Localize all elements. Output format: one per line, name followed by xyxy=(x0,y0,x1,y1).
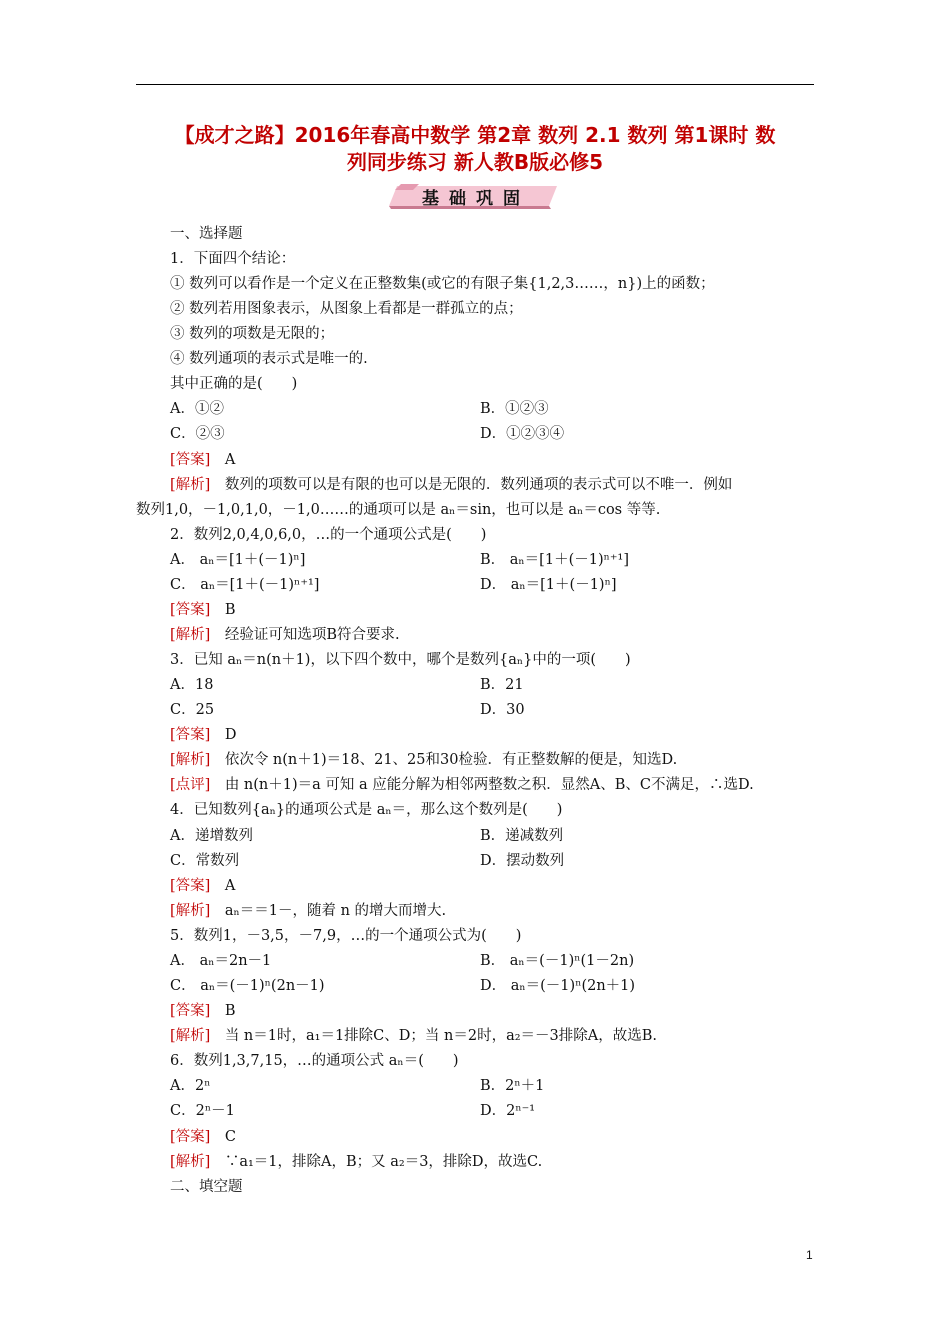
q5-explanation xyxy=(170,1026,657,1046)
note-tag: [点评] xyxy=(170,777,211,793)
q1-option-c: C．②③ xyxy=(170,426,225,442)
q3-answer xyxy=(170,725,236,745)
q1-statement-3: ③ 数列的项数是无限的； xyxy=(170,326,335,342)
q4-explanation xyxy=(170,901,446,921)
q2-option-c: C． aₙ＝[1＋(－1)ⁿ⁺¹] xyxy=(170,577,320,593)
q2-option-d: D． aₙ＝[1＋(－1)ⁿ] xyxy=(480,577,617,593)
explanation-text: 当 n＝1时，a₁＝1排除C、D；当 n＝2时，a₂＝－3排除A，故选B. xyxy=(224,1028,657,1044)
explanation-tag: [解析] xyxy=(170,1154,211,1170)
explanation-tag: [解析] xyxy=(170,477,211,493)
q1-stem: 1．下面四个结论： xyxy=(170,251,296,267)
q1-statement-4: ④ 数列通项的表示式是唯一的. xyxy=(170,351,368,367)
answer-tag: [答案] xyxy=(170,1129,211,1145)
q1-explanation-cont: 数列1,0，－1,0,1,0，－1,0……的通项可以是 aₙ＝sin，也可以是 aₙ＝cos 等等. xyxy=(136,502,661,518)
q5-option-c: C． aₙ＝(－1)ⁿ(2n－1) xyxy=(170,978,325,994)
q6-option-a: A．2ⁿ xyxy=(170,1078,211,1094)
banner-text: 基础巩固 xyxy=(422,189,530,209)
q2-option-a: A． aₙ＝[1＋(－1)ⁿ] xyxy=(170,552,306,568)
q5-answer xyxy=(170,1001,235,1021)
q5-option-d: D． aₙ＝(－1)ⁿ(2n＋1) xyxy=(480,978,636,994)
section-heading-choice: 一、选择题 xyxy=(170,226,243,242)
q3-option-c: C．25 xyxy=(170,702,215,718)
q1-option-b: B．①②③ xyxy=(480,401,549,417)
q1-option-d: D．①②③④ xyxy=(480,426,565,442)
q1-answer xyxy=(170,450,235,470)
q2-answer xyxy=(170,600,235,620)
explanation-text: 数列的项数可以是有限的也可以是无限的．数列通项的表示式可以不唯一．例如 xyxy=(224,477,733,493)
answer-tag: [答案] xyxy=(170,1003,211,1019)
q1-statement-1: ① 数列可以看作是一个定义在正整数集(或它的有限子集{1,2,3……，n})上的函数； xyxy=(170,276,715,292)
answer-tag: [答案] xyxy=(170,878,211,894)
answer-value: B xyxy=(224,1003,236,1019)
explanation-tag: [解析] xyxy=(170,1028,211,1044)
explanation-tag: [解析] xyxy=(170,627,211,643)
answer-value: B xyxy=(224,602,236,618)
q3-option-d: D．30 xyxy=(480,702,525,718)
answer-tag: [答案] xyxy=(170,727,211,743)
explanation-text: 依次令 n(n＋1)＝18、21、25和30检验．有正整数解的便是，知选D. xyxy=(224,752,678,768)
q6-stem: 6．数列1,3,7,15，…的通项公式 aₙ＝( ) xyxy=(170,1053,459,1069)
section-banner xyxy=(387,182,565,210)
answer-value: A xyxy=(224,452,236,468)
q2-explanation xyxy=(170,625,400,645)
answer-value: C xyxy=(224,1129,236,1145)
q4-option-d: D．摆动数列 xyxy=(480,853,565,869)
answer-tag: [答案] xyxy=(170,602,211,618)
q1-statement-2: ② 数列若用图象表示，从图象上看都是一群孤立的点； xyxy=(170,301,523,317)
q6-option-d: D．2ⁿ⁻¹ xyxy=(480,1103,536,1119)
page-number: 1 xyxy=(806,1248,813,1262)
q3-explanation xyxy=(170,750,677,770)
explanation-text: aₙ＝＝1－，随着 n 的增大而增大. xyxy=(224,903,447,919)
q4-option-a: A．递增数列 xyxy=(170,828,253,844)
q5-stem: 5．数列1，－3,5，－7,9，…的一个通项公式为( ) xyxy=(170,928,522,944)
q3-option-b: B．21 xyxy=(480,677,524,693)
q3-note xyxy=(170,775,754,795)
q2-option-b: B． aₙ＝[1＋(－1)ⁿ⁺¹] xyxy=(480,552,629,568)
q6-explanation xyxy=(170,1152,542,1172)
title-line-2: 列同步练习 新人教B版必修5 xyxy=(346,150,604,174)
section-heading-fill: 二、填空题 xyxy=(170,1179,243,1195)
q4-option-b: B．递减数列 xyxy=(480,828,564,844)
explanation-text: 经验证可知选项B符合要求. xyxy=(224,627,400,643)
explanation-text: ∵a₁＝1，排除A，B；又 a₂＝3，排除D，故选C. xyxy=(224,1154,543,1170)
header-rule xyxy=(136,84,814,85)
q5-option-b: B． aₙ＝(－1)ⁿ(1－2n) xyxy=(480,953,635,969)
note-text: 由 n(n＋1)＝a 可知 a 应能分解为相邻两整数之积．显然A、B、C不满足，∴选D. xyxy=(224,777,754,793)
title-line-1: 【成才之路】2016年春高中数学 第2章 数列 2.1 数列 第1课时 数 xyxy=(174,123,776,147)
q6-option-c: C．2ⁿ－1 xyxy=(170,1103,235,1119)
q3-stem: 3．已知 aₙ＝n(n＋1)，以下四个数中，哪个是数列{aₙ}中的一项( ) xyxy=(170,652,631,668)
q4-stem: 4．已知数列{aₙ}的通项公式是 aₙ＝，那么这个数列是( ) xyxy=(170,802,563,818)
q2-stem: 2．数列2,0,4,0,6,0，…的一个通项公式是( ) xyxy=(170,527,487,543)
answer-tag: [答案] xyxy=(170,452,211,468)
answer-value: D xyxy=(224,727,237,743)
q3-option-a: A．18 xyxy=(170,677,214,693)
answer-value: A xyxy=(224,878,236,894)
explanation-tag: [解析] xyxy=(170,903,211,919)
q6-option-b: B．2ⁿ＋1 xyxy=(480,1078,545,1094)
q5-option-a: A． aₙ＝2n－1 xyxy=(170,953,272,969)
q1-option-a: A．①② xyxy=(170,401,224,417)
q4-answer xyxy=(170,876,235,896)
q4-option-c: C．常数列 xyxy=(170,853,240,869)
q6-answer xyxy=(170,1127,236,1147)
q1-explanation xyxy=(170,475,732,495)
document-title xyxy=(136,122,814,176)
explanation-tag: [解析] xyxy=(170,752,211,768)
q1-ask: 其中正确的是( ) xyxy=(170,376,298,392)
